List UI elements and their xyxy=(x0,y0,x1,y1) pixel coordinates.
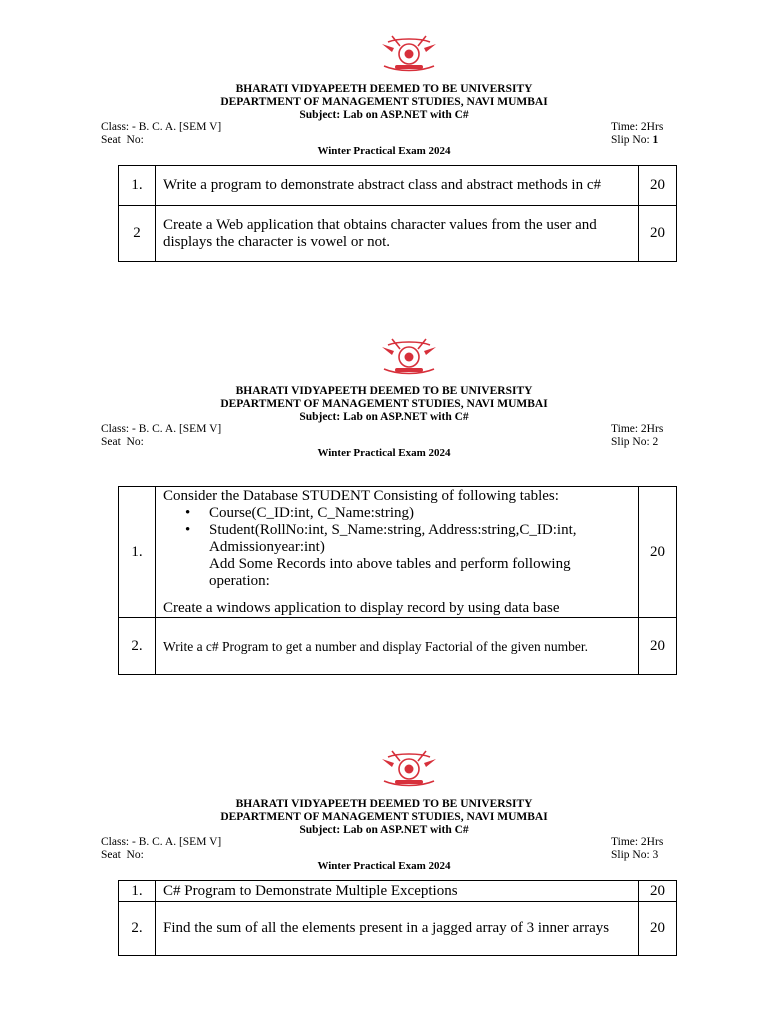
university-crest-icon xyxy=(380,32,438,76)
question-marks: 20 xyxy=(639,618,677,675)
class-label: Class: - B. C. A. [SEM V] xyxy=(101,121,222,133)
question-text: Write a c# Program to get a number and display Factorial of the given number. xyxy=(156,618,639,675)
university-crest-icon xyxy=(380,747,438,791)
table-row xyxy=(119,487,677,618)
exam-title: Winter Practical Exam 2024 xyxy=(317,447,451,459)
time-label: Time: 2Hrs xyxy=(611,121,664,133)
question-number: 2 xyxy=(119,206,156,262)
question-intro: Consider the Database STUDENT Consisting of following tables: xyxy=(163,488,559,504)
question-number: 2. xyxy=(119,618,156,675)
questions-table xyxy=(118,486,677,675)
subject-line: Subject: Lab on ASP.NET with C# xyxy=(299,109,469,121)
list-item: • Student(RollNo:int, S_Name:string, Address:string,C_ID:int, Admissionyear:int) xyxy=(209,522,632,556)
question-final-line: Create a windows application to display record by using data base xyxy=(163,600,560,616)
question-number: 1. xyxy=(119,487,156,618)
exam-title: Winter Practical Exam 2024 xyxy=(317,145,451,157)
questions-table xyxy=(118,880,677,956)
seat-label: Seat No: xyxy=(101,133,144,146)
subject-line: Subject: Lab on ASP.NET with C# xyxy=(299,824,469,836)
question-number: 1. xyxy=(119,166,156,206)
slip-number: 2 xyxy=(652,435,659,448)
class-seat-block xyxy=(101,836,221,861)
exam-title: Winter Practical Exam 2024 xyxy=(317,860,451,872)
question-text: C# Program to Demonstrate Multiple Exceptions xyxy=(156,881,639,902)
university-crest-icon xyxy=(380,335,438,379)
slip-header xyxy=(0,83,768,122)
table-row xyxy=(119,166,677,206)
question-cell xyxy=(156,487,639,618)
time-slip-block xyxy=(611,121,663,146)
class-label: Class: - B. C. A. [SEM V] xyxy=(101,836,222,848)
department-name: DEPARTMENT OF MANAGEMENT STUDIES, NAVI MUMBAI xyxy=(220,811,548,823)
table-list xyxy=(163,505,632,556)
questions-table xyxy=(118,165,677,262)
table-row xyxy=(119,618,677,675)
list-item: • Course(C_ID:int, C_Name:string) xyxy=(209,505,632,522)
question-text: Write a program to demonstrate abstract class and abstract methods in c# xyxy=(156,166,639,206)
time-label: Time: 2Hrs xyxy=(611,423,664,435)
slip-label: Slip No: xyxy=(611,435,653,448)
question-marks: 20 xyxy=(639,902,677,956)
question-instruction: Add Some Records into above tables and perform following operation: xyxy=(209,556,571,589)
table-row xyxy=(119,881,677,902)
slip-label: Slip No: xyxy=(611,848,653,861)
class-seat-block xyxy=(101,121,221,146)
subject-line: Subject: Lab on ASP.NET with C# xyxy=(299,411,469,423)
university-name: BHARATI VIDYAPEETH DEEMED TO BE UNIVERSITY xyxy=(235,83,533,95)
table-row xyxy=(119,902,677,956)
university-name: BHARATI VIDYAPEETH DEEMED TO BE UNIVERSITY xyxy=(235,385,533,397)
question-number: 2. xyxy=(119,902,156,956)
class-seat-block xyxy=(101,423,221,448)
seat-label: Seat No: xyxy=(101,848,144,861)
question-marks: 20 xyxy=(639,206,677,262)
slip-number: 1 xyxy=(652,133,659,146)
question-text: Create a Web application that obtains character values from the user and displays the character is vowel or not. xyxy=(156,206,639,262)
question-marks: 20 xyxy=(639,881,677,902)
time-label: Time: 2Hrs xyxy=(611,836,664,848)
university-name: BHARATI VIDYAPEETH DEEMED TO BE UNIVERSITY xyxy=(235,798,533,810)
slip-number: 3 xyxy=(652,848,659,861)
slip-label: Slip No: xyxy=(611,133,653,146)
class-label: Class: - B. C. A. [SEM V] xyxy=(101,423,222,435)
department-name: DEPARTMENT OF MANAGEMENT STUDIES, NAVI MUMBAI xyxy=(220,398,548,410)
table-row xyxy=(119,206,677,262)
time-slip-block xyxy=(611,423,663,448)
time-slip-block xyxy=(611,836,663,861)
question-marks: 20 xyxy=(639,166,677,206)
slip-header xyxy=(0,798,768,837)
seat-label: Seat No: xyxy=(101,435,144,448)
question-text: Find the sum of all the elements present in a jagged array of 3 inner arrays xyxy=(156,902,639,956)
question-number: 1. xyxy=(119,881,156,902)
question-marks: 20 xyxy=(639,487,677,618)
department-name: DEPARTMENT OF MANAGEMENT STUDIES, NAVI MUMBAI xyxy=(220,96,548,108)
slip-header xyxy=(0,385,768,424)
